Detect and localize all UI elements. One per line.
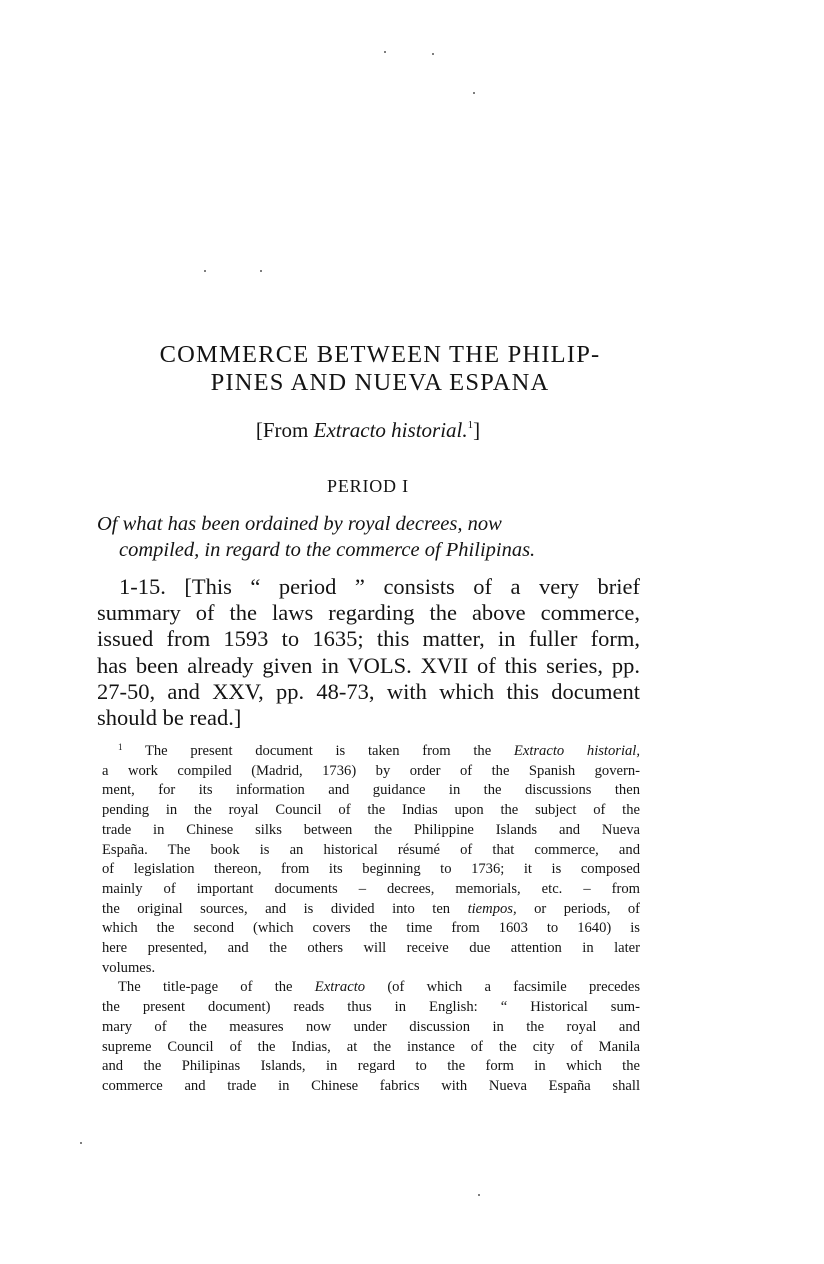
footnote-line: here presented, and the others will receive due attention in later bbox=[102, 940, 640, 957]
footnote-line: ment, for its information and guidance in the discussions then bbox=[102, 782, 640, 799]
footnote-line: the present document) reads thus in English: “ Historical sum- bbox=[102, 999, 640, 1016]
body-line: summary of the laws regarding the above commerce, bbox=[97, 600, 640, 626]
footnote-text: or periods, of bbox=[516, 900, 640, 917]
footnote-work-title: Extracto historial, bbox=[513, 743, 641, 759]
footnote-text: the original sources, and is divided into ten bbox=[102, 900, 468, 917]
source-prefix: [From bbox=[255, 418, 314, 442]
scan-speck bbox=[204, 270, 206, 272]
footnote-line: mainly of important documents – decrees, memorials, etc. – from bbox=[102, 880, 640, 897]
footnote-line: España. The book is an historical résumé of that commerce, and bbox=[102, 841, 640, 858]
body-line: issued from 1593 to 1635; this matter, in fuller form, bbox=[97, 626, 640, 652]
footnote-line: mary of the measures now under discussion in the royal and bbox=[102, 1018, 640, 1035]
period-heading: PERIOD I bbox=[327, 476, 409, 496]
footnote-text: The present document is taken from the bbox=[144, 743, 514, 759]
scan-speck bbox=[432, 53, 434, 55]
footnote-line: a work compiled (Madrid, 1736) by order of the Spanish govern- bbox=[102, 762, 640, 779]
body-line: 27-50, and XXV, pp. 48-73, with which this document bbox=[97, 678, 640, 704]
source-citation bbox=[96, 411, 640, 444]
scan-speck bbox=[384, 51, 386, 53]
footnotes bbox=[102, 738, 640, 1097]
footnote-line bbox=[102, 900, 640, 920]
source-suffix: ] bbox=[473, 418, 481, 442]
footnote-line: pending in the royal Council of the Indias upon the subject of the bbox=[102, 802, 640, 819]
page-title-line-2: PINES AND NUEVA ESPANA bbox=[210, 369, 550, 396]
footnote-line: volumes. bbox=[102, 959, 156, 976]
source-work-title: Extracto historial. bbox=[313, 418, 468, 442]
subheading-line: compiled, in regard to the commerce of Philipinas. bbox=[119, 539, 536, 561]
body-line: 1-15. [This “ period ” consists of a very brief bbox=[119, 574, 640, 599]
footnote-term: tiempos, bbox=[467, 900, 517, 917]
footnote-line: commerce and trade in Chinese fabrics with Nueva España shall bbox=[102, 1077, 640, 1094]
page-title-line-1: COMMERCE BETWEEN THE PHILIP- bbox=[159, 341, 601, 368]
footnote-line bbox=[102, 978, 640, 998]
footnote-text: (of which a facsimile precedes bbox=[365, 979, 641, 996]
scan-speck bbox=[260, 270, 262, 272]
footnote-marker: 1 bbox=[118, 742, 123, 752]
scan-speck bbox=[80, 1142, 82, 1144]
subheading-line: Of what has been ordained by royal decrees, now bbox=[97, 513, 502, 535]
body-line: should be read.] bbox=[97, 705, 242, 731]
scan-speck bbox=[473, 92, 475, 94]
footnote-line bbox=[102, 738, 640, 762]
body-paragraph bbox=[97, 574, 640, 731]
section-subheading bbox=[97, 511, 640, 563]
footnote-line: supreme Council of the Indias, at the instance of the city of Manila bbox=[102, 1038, 640, 1055]
footnote-line: which the second (which covers the time from 1603 to 1640) is bbox=[102, 920, 640, 937]
footnote-line: of legislation thereon, from its beginning to 1736; it is composed bbox=[102, 861, 640, 878]
footnote-ref: 1 bbox=[467, 419, 474, 431]
footnote-line: trade in Chinese silks between the Philippine Islands and Nueva bbox=[102, 821, 640, 838]
footnote-text: The title-page of the bbox=[118, 979, 315, 996]
scan-speck bbox=[478, 1194, 480, 1196]
footnote-line: and the Philipinas Islands, in regard to the form in which the bbox=[102, 1058, 640, 1075]
body-line: has been already given in VOLS. XVII of this series, pp. bbox=[97, 652, 640, 678]
footnote-work-title: Extracto bbox=[314, 979, 366, 996]
